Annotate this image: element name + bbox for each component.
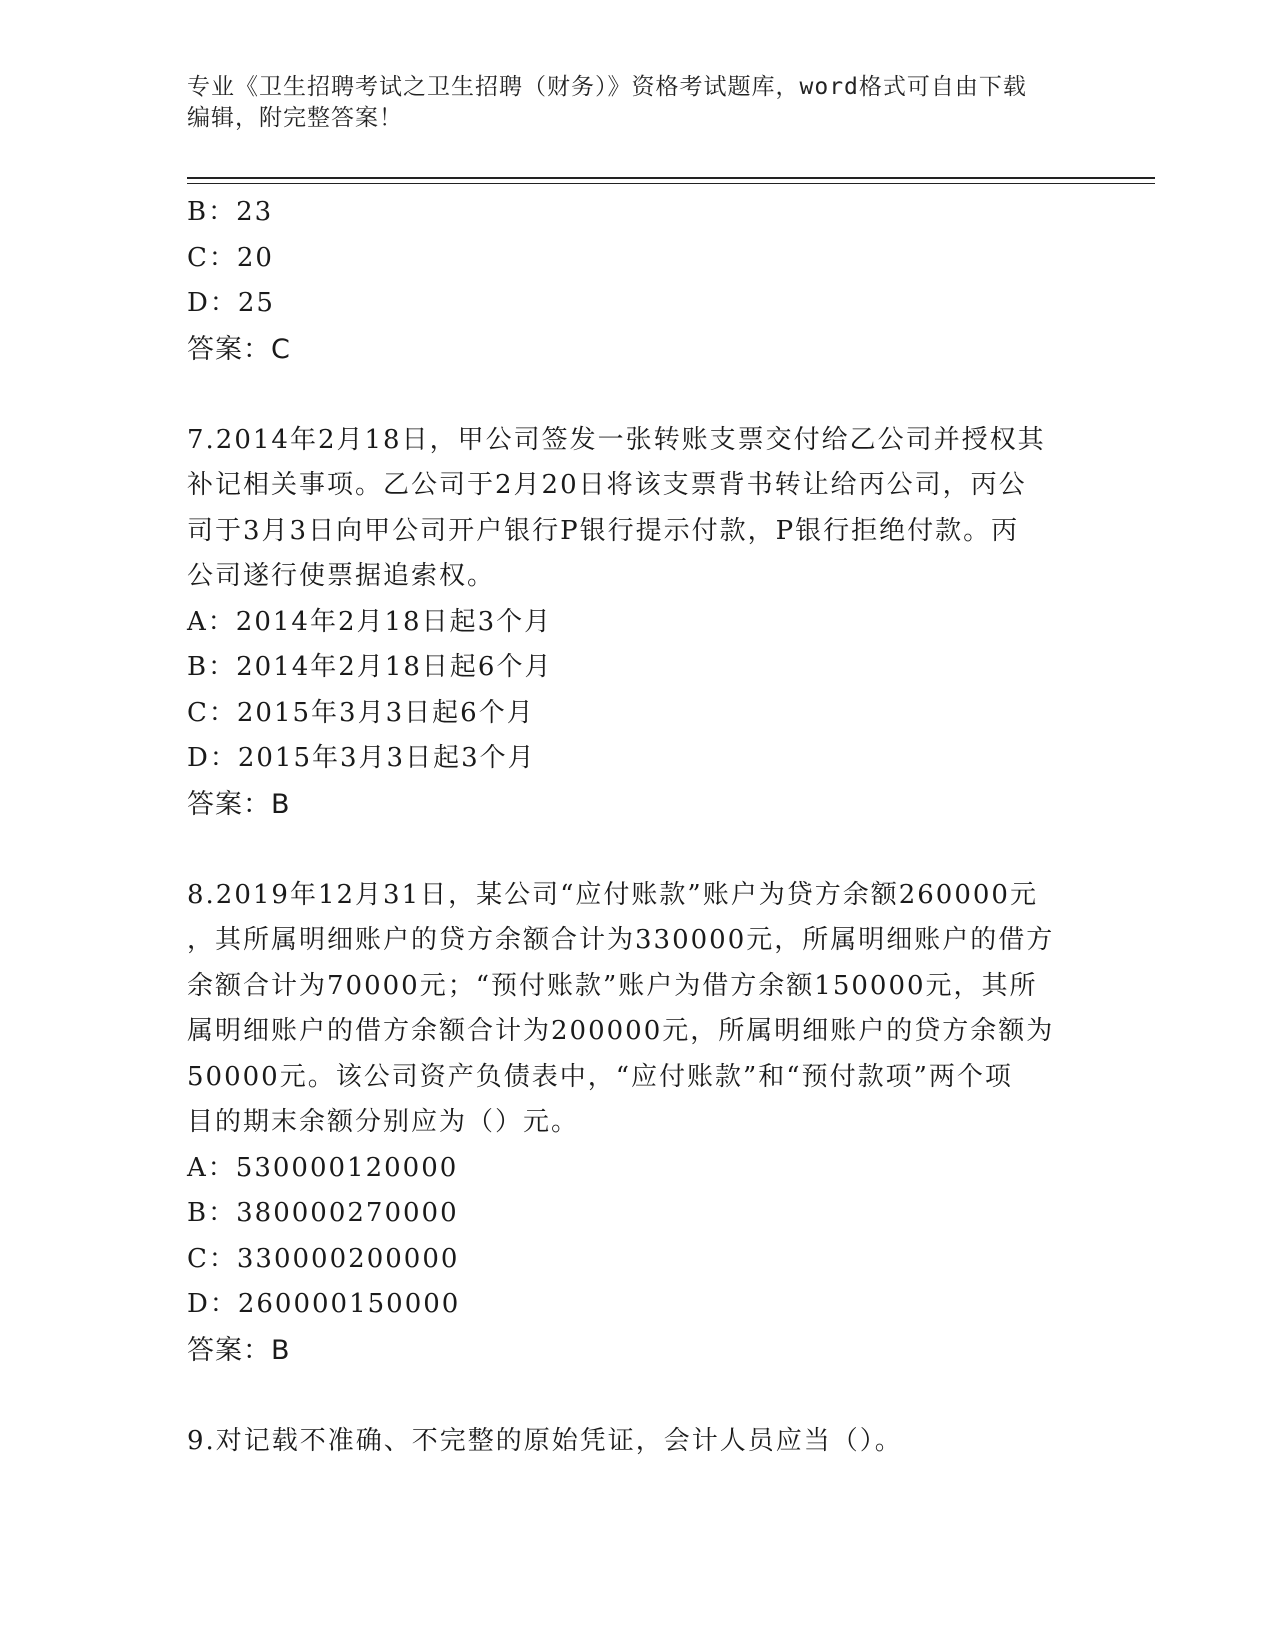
- spacer: [187, 827, 1087, 873]
- question-line: 公司遂行使票据追索权。: [187, 561, 496, 591]
- question-line: 余额合计为70000元；“预付账款”账户为借方余额150000元，其所: [187, 970, 1038, 1001]
- document-body: [187, 190, 1087, 1464]
- option-d: D：25: [187, 288, 275, 318]
- option-c: C：330000200000: [187, 1243, 460, 1274]
- question-line: 司于3月3日向甲公司开户银行P银行提示付款，P银行拒绝付款。丙: [187, 515, 1020, 546]
- option-d: D：2015年3月3日起3个月: [187, 743, 536, 773]
- option-a: A：530000120000: [187, 1152, 459, 1183]
- question-line: 7.2014年2月18日，甲公司签发一张转账支票交付给乙公司并授权其: [187, 424, 1046, 455]
- option-a: A：2014年2月18日起3个月: [187, 606, 553, 637]
- option-b: B：2014年2月18日起6个月: [187, 652, 553, 682]
- answer: 答案：C: [187, 333, 291, 365]
- question-line: 属明细账户的借方余额合计为200000元，所属明细账户的贷方余额为: [187, 1016, 1055, 1046]
- header-line-1: 专业《卫生招聘考试之卫生招聘（财务）》资格考试题库，word格式可自由下载: [187, 74, 1027, 100]
- spacer: [187, 372, 1087, 418]
- question-6-tail: [187, 190, 1087, 372]
- question-line: 9.对记载不准确、不完整的原始凭证，会计人员应当（）。: [187, 1425, 903, 1456]
- header-rule-thick: [187, 177, 1155, 179]
- question-line: 补记相关事项。乙公司于2月20日将该支票背书转让给丙公司，丙公: [187, 470, 1027, 500]
- question-7: [187, 418, 1087, 828]
- answer: 答案：B: [187, 1334, 291, 1366]
- question-line: 50000元。该公司资产负债表中，“应付账款”和“预付款项”两个项: [187, 1061, 1013, 1092]
- question-9: [187, 1419, 1087, 1465]
- question-8: [187, 873, 1087, 1374]
- option-c: C：20: [187, 242, 274, 273]
- option-b: B：380000270000: [187, 1198, 459, 1228]
- option-c: C：2015年3月3日起6个月: [187, 697, 535, 728]
- header-line-2: 编辑，附完整答案！: [187, 105, 403, 131]
- question-line: ，其所属明细账户的贷方余额合计为330000元，所属明细账户的借方: [187, 925, 1055, 955]
- answer: 答案：B: [187, 788, 291, 820]
- option-b: B：23: [187, 197, 274, 227]
- spacer: [187, 1373, 1087, 1419]
- header-rule-thin: [187, 183, 1155, 184]
- question-line: 8.2019年12月31日，某公司“应付账款”账户为贷方余额260000元: [187, 879, 1038, 910]
- page-header: [187, 72, 1087, 134]
- option-d: D：260000150000: [187, 1289, 461, 1319]
- question-line: 目的期末余额分别应为（）元。: [187, 1107, 580, 1137]
